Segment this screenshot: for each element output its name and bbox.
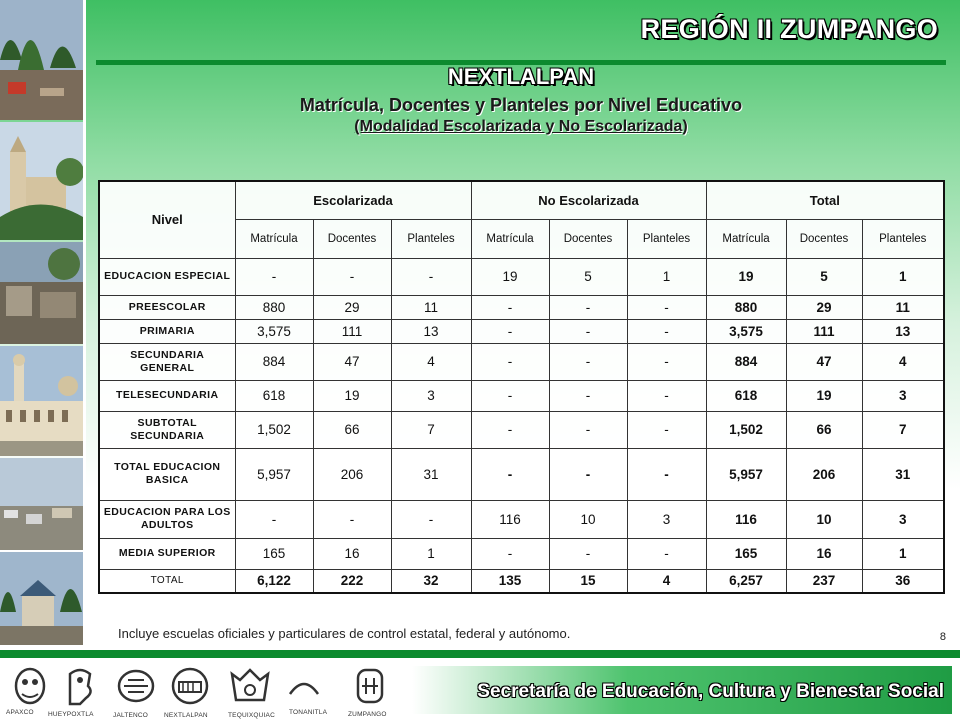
page-subtitle: Matrícula, Docentes y Planteles por Nivel Educativo [299,95,743,115]
total-value-cell: 3 [862,500,944,538]
esc-value-cell: - [391,500,471,538]
sub-header: Planteles [627,219,706,258]
total-value-cell: 16 [786,538,862,569]
market-photo [0,458,83,550]
palace-photo [0,346,83,456]
jaltenco-glyph-icon [114,664,158,708]
esc-value-cell: 6,122 [235,569,313,593]
sub-header: Docentes [786,219,862,258]
total-value-cell: 19 [706,258,786,295]
total-value-cell: 36 [862,569,944,593]
total-value-cell: 206 [786,448,862,500]
esc-value-cell: 32 [391,569,471,593]
noesc-value-cell: 3 [627,500,706,538]
esc-value-cell: 618 [235,380,313,411]
noesc-value-cell: - [627,343,706,380]
noesc-value-cell: 19 [471,258,549,295]
table-row [99,343,944,380]
hueypoxtla-glyph-icon [58,664,102,708]
noesc-value-cell: - [627,380,706,411]
total-value-cell: 111 [786,319,862,343]
glyph-label: ZUMPANGO [348,711,387,718]
nivel-cell: PREESCOLAR [99,295,235,319]
group-header: Escolarizada [235,181,471,219]
esc-value-cell: - [313,500,391,538]
table-row [99,411,944,448]
noesc-value-cell: - [627,319,706,343]
noesc-value-cell: - [627,448,706,500]
noesc-value-cell: - [627,538,706,569]
noesc-value-cell: 1 [627,258,706,295]
esc-value-cell: 206 [313,448,391,500]
noesc-value-cell: - [471,343,549,380]
noesc-value-cell: - [549,380,627,411]
table-row [99,448,944,500]
esc-value-cell: 222 [313,569,391,593]
nivel-cell: MEDIA SUPERIOR [99,538,235,569]
table-row [99,380,944,411]
noesc-value-cell: 5 [549,258,627,295]
page-number: 8 [939,631,946,643]
esc-value-cell: 1,502 [235,411,313,448]
total-value-cell: 884 [706,343,786,380]
photo-strip [0,0,83,645]
esc-value-cell: - [235,500,313,538]
sub-header: Planteles [862,219,944,258]
total-value-cell: 31 [862,448,944,500]
total-value-cell: 29 [786,295,862,319]
total-value-cell: 237 [786,569,862,593]
ruins-photo [0,242,83,344]
table-body [99,258,944,593]
noesc-value-cell: - [471,319,549,343]
total-value-cell: 4 [862,343,944,380]
total-value-cell: 7 [862,411,944,448]
total-value-cell: 13 [862,319,944,343]
sub-header: Matrícula [706,219,786,258]
nivel-cell: PRIMARIA [99,319,235,343]
esc-value-cell: 4 [391,343,471,380]
esc-value-cell: 29 [313,295,391,319]
group-header: Total [706,181,944,219]
total-value-cell: 3,575 [706,319,786,343]
glyph-label: APAXCO [6,709,34,716]
noesc-value-cell: - [549,295,627,319]
total-value-cell: 3 [862,380,944,411]
total-value-cell: 66 [786,411,862,448]
region-title: REGIÓN II ZUMPANGO [640,14,938,44]
esc-value-cell: 66 [313,411,391,448]
footer-rule [0,650,960,658]
nivel-cell: SUBTOTAL SECUNDARIA [99,411,235,448]
noesc-value-cell: - [471,295,549,319]
sub-header: Planteles [391,219,471,258]
noesc-value-cell: - [471,411,549,448]
esc-value-cell: - [313,258,391,295]
education-table [98,180,945,594]
glyph-label: NEXTLALPAN [164,712,208,719]
table-row [99,500,944,538]
esc-value-cell: 884 [235,343,313,380]
esc-value-cell: 5,957 [235,448,313,500]
esc-value-cell: 880 [235,295,313,319]
table-row [99,319,944,343]
total-value-cell: 5 [786,258,862,295]
total-value-cell: 618 [706,380,786,411]
esc-value-cell: 165 [235,538,313,569]
esc-value-cell: 111 [313,319,391,343]
kiosk-photo [0,552,83,645]
tonanitla-glyph-icon [282,664,326,708]
nivel-cell: EDUCACION ESPECIAL [99,258,235,295]
esc-value-cell: - [235,258,313,295]
zumpango-glyph-icon [348,664,392,708]
table-row [99,538,944,569]
noesc-value-cell: - [549,448,627,500]
esc-value-cell: 1 [391,538,471,569]
esc-value-cell: 11 [391,295,471,319]
esc-value-cell: 13 [391,319,471,343]
nivel-cell: SECUNDARIA GENERAL [99,343,235,380]
noesc-value-cell: - [549,538,627,569]
nivel-header: Nivel [99,181,235,258]
total-value-cell: 1,502 [706,411,786,448]
noesc-value-cell: 116 [471,500,549,538]
sub-header: Docentes [313,219,391,258]
church-photo [0,122,83,240]
esc-value-cell: 16 [313,538,391,569]
table-row [99,295,944,319]
page-subtitle-modality: (Modalidad Escolarizada y No Escolarizada) [354,118,688,135]
noesc-value-cell: - [627,295,706,319]
plaza-photo [0,0,83,120]
total-value-cell: 116 [706,500,786,538]
esc-value-cell: - [391,258,471,295]
total-value-cell: 1 [862,538,944,569]
noesc-value-cell: - [471,380,549,411]
esc-value-cell: 3,575 [235,319,313,343]
total-value-cell: 19 [786,380,862,411]
total-value-cell: 6,257 [706,569,786,593]
nextlalpan-glyph-icon [168,664,212,708]
nivel-cell: TOTAL EDUCACION BASICA [99,448,235,500]
total-value-cell: 1 [862,258,944,295]
sub-header: Matrícula [471,219,549,258]
footnote: Incluye escuelas oficiales y particulares de control estatal, federal y autónomo. [118,626,571,641]
glyph-label: JALTENCO [113,712,149,719]
esc-value-cell: 3 [391,380,471,411]
total-value-cell: 5,957 [706,448,786,500]
noesc-value-cell: 15 [549,569,627,593]
strip-divider [83,0,86,645]
noesc-value-cell: - [627,411,706,448]
noesc-value-cell: - [471,448,549,500]
glyph-label: HUEYPOXTLA [48,711,94,718]
tequixquiac-glyph-icon [228,664,272,708]
nivel-cell: TELESECUNDARIA [99,380,235,411]
esc-value-cell: 47 [313,343,391,380]
esc-value-cell: 7 [391,411,471,448]
department-name: Secretaría de Educación, Cultura y Bienestar Social [477,681,944,702]
total-value-cell: 47 [786,343,862,380]
municipality-title: NEXTLALPAN [447,64,595,89]
noesc-value-cell: - [549,319,627,343]
glyph-label: TONANITLA [289,709,328,716]
glyph-label: TEQUIXQUIAC [228,712,275,719]
noesc-value-cell: - [549,411,627,448]
nivel-cell: TOTAL [99,569,235,593]
noesc-value-cell: 10 [549,500,627,538]
nivel-cell: EDUCACION PARA LOS ADULTOS [99,500,235,538]
sub-header: Matrícula [235,219,313,258]
total-value-cell: 11 [862,295,944,319]
noesc-value-cell: 135 [471,569,549,593]
table-row [99,258,944,295]
apaxco-glyph-icon [8,664,52,708]
esc-value-cell: 19 [313,380,391,411]
total-value-cell: 880 [706,295,786,319]
total-value-cell: 10 [786,500,862,538]
group-header: No Escolarizada [471,181,706,219]
esc-value-cell: 31 [391,448,471,500]
table-row [99,569,944,593]
noesc-value-cell: - [471,538,549,569]
noesc-value-cell: 4 [627,569,706,593]
noesc-value-cell: - [549,343,627,380]
sub-header: Docentes [549,219,627,258]
total-value-cell: 165 [706,538,786,569]
